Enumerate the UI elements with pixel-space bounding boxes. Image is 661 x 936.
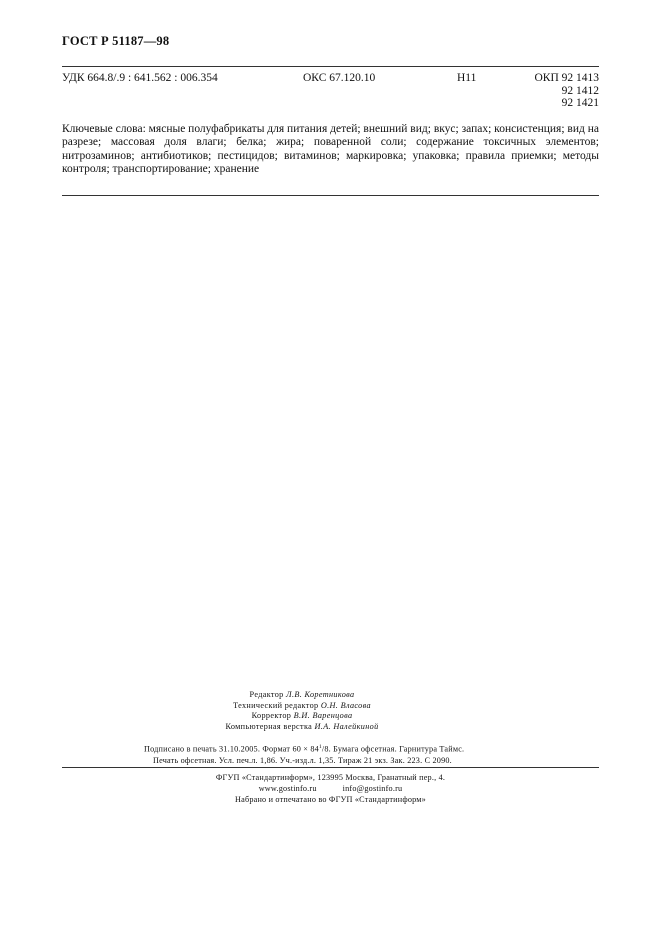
group-code: Н11 [457, 72, 477, 84]
credit-role: Корректор [251, 711, 292, 720]
print-info [62, 742, 599, 766]
document-code: ГОСТ Р 51187—98 [62, 34, 170, 48]
email-link[interactable]: info@gostinfo.ru [342, 784, 403, 793]
okp-codes [527, 72, 599, 110]
okp-code: 92 1421 [561, 97, 599, 109]
publisher-address: ФГУП «Стандартинформ», 123995 Москва, Гранатный пер., 4. [215, 773, 446, 782]
print-info-text: Подписано в печать 31.10.2005. Формат 60 × 84 [144, 744, 319, 754]
publisher-info [62, 772, 599, 805]
publisher-contacts [62, 783, 599, 794]
print-info-line: Печать офсетная. Усл. печ.л. 1,86. Уч.-изд.л. 1,35. Тираж 21 экз. Зак. 223. С 2090. [153, 755, 452, 765]
oks-code: ОКС 67.120.10 [303, 72, 376, 84]
credit-role: Компьютерная верстка [225, 721, 313, 731]
top-divider [62, 66, 599, 67]
editorial-credits [62, 690, 542, 732]
credit-role: Редактор [249, 690, 284, 699]
okp-code: 92 1412 [561, 84, 599, 97]
credit-name: О.Н. Власова [320, 700, 371, 710]
bottom-divider [62, 767, 599, 768]
publisher-note: Набрано и отпечатано во ФГУП «Стандартинформ» [235, 795, 426, 804]
print-info-text: /8. Бумага офсетная. Гарнитура Таймс. [321, 744, 465, 754]
credit-line [62, 701, 542, 712]
okp-code: ОКП 92 1413 [534, 72, 599, 84]
keywords-paragraph: Ключевые слова: мясные полуфабрикаты для питания детей; внешний вид; вкус; запах; консистенция; вид на разрезе; массовая доля влаги; белка; жира; поваренной соли; содержание токсичных элементов; нитрозаминов; антибиотиков; пестицидов; витаминов; маркировка; упаковка; правила приемки; методы контроля; транспортирование; хранение [62, 123, 599, 175]
credit-line [62, 711, 542, 722]
credit-line [62, 690, 542, 701]
credit-name: В.И. Варенцова [293, 711, 353, 720]
format-superscript: 1 [318, 744, 322, 750]
credit-name: И.А. Налейкиной [314, 721, 379, 731]
udk-code: УДК 664.8/.9 : 641.562 : 006.354 [62, 72, 218, 84]
credit-line [62, 722, 542, 733]
print-info-line [62, 742, 599, 755]
credit-name: Л.В. Коретникова [286, 690, 355, 699]
credit-role: Технический редактор [233, 700, 319, 710]
website-link[interactable]: www.gostinfo.ru [258, 784, 317, 793]
keywords-divider [62, 195, 599, 196]
